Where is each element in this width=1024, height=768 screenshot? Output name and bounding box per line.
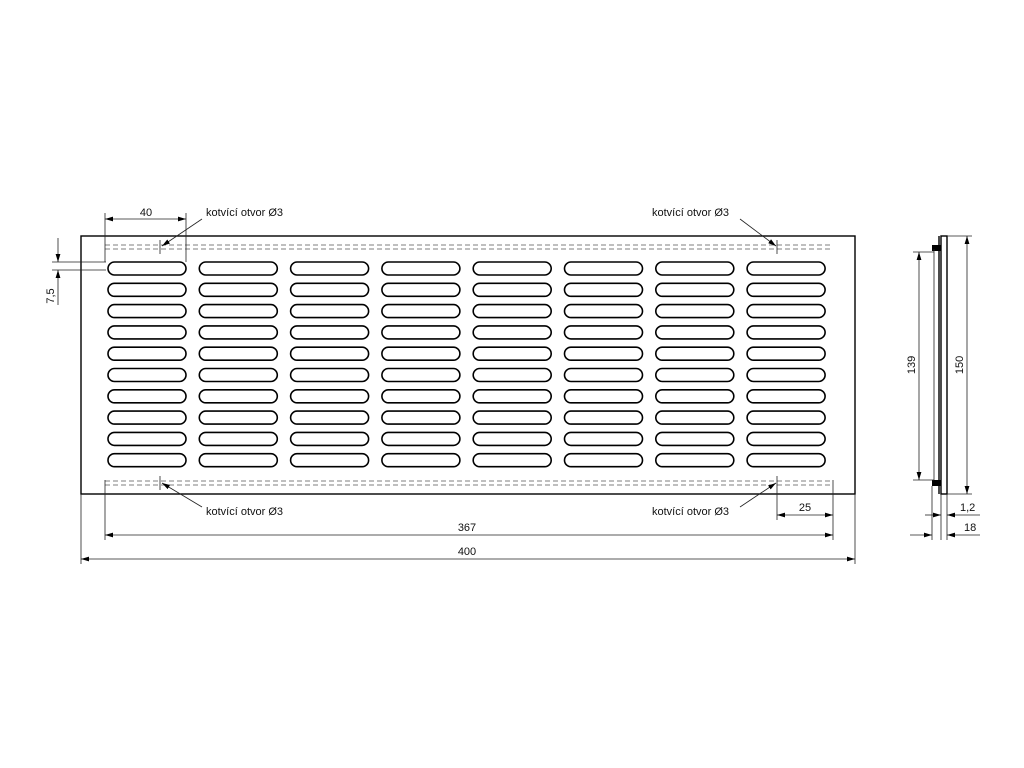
vent-slot — [473, 326, 551, 339]
vent-slot — [565, 326, 643, 339]
vent-slot — [656, 390, 734, 403]
dim-overall-width: 400 — [457, 546, 477, 558]
vent-slot — [382, 262, 460, 275]
vent-slot — [565, 369, 643, 382]
vent-slot — [656, 411, 734, 424]
vent-slot — [382, 432, 460, 445]
vent-slot — [656, 454, 734, 467]
vent-slot — [473, 432, 551, 445]
vent-slot — [199, 369, 277, 382]
vent-slot — [565, 390, 643, 403]
vent-slot — [199, 390, 277, 403]
vent-slot — [747, 369, 825, 382]
vent-slot — [565, 411, 643, 424]
vent-slot — [565, 262, 643, 275]
vent-slot — [565, 283, 643, 296]
vent-slot — [382, 347, 460, 360]
vent-slot — [382, 283, 460, 296]
vent-slot — [108, 432, 186, 445]
dim-inner-height: 139 — [906, 355, 918, 375]
anchor-hole-label-bottom-left: kotvící otvor Ø3 — [206, 506, 284, 518]
vent-slot — [747, 454, 825, 467]
dim-slot-pitch: 7,5 — [45, 288, 57, 304]
vent-slot — [747, 283, 825, 296]
vent-slot — [747, 262, 825, 275]
dim-overall-height: 150 — [954, 355, 966, 375]
vent-slot — [382, 305, 460, 318]
vent-slot — [473, 411, 551, 424]
vent-slot — [656, 305, 734, 318]
side-clip-bottom — [932, 480, 941, 486]
anchor-hole-label-bottom-right: kotvící otvor Ø3 — [652, 506, 730, 518]
vent-slot — [565, 347, 643, 360]
vent-slot — [656, 347, 734, 360]
vent-slot — [108, 305, 186, 318]
side-view — [932, 236, 947, 494]
vent-slot — [473, 262, 551, 275]
side-clip-top — [932, 245, 941, 251]
vent-slot — [747, 411, 825, 424]
vent-slot — [473, 369, 551, 382]
vent-slot — [747, 326, 825, 339]
vent-slot — [747, 347, 825, 360]
vent-slot — [382, 411, 460, 424]
vent-slot — [108, 326, 186, 339]
leader-line — [740, 483, 776, 507]
vent-slot — [291, 305, 369, 318]
dim-depth: 18 — [964, 522, 977, 534]
vent-slot — [291, 432, 369, 445]
vent-slot — [747, 305, 825, 318]
anchor-hole-label-top-right: kotvící otvor Ø3 — [652, 207, 730, 219]
vent-slot — [473, 347, 551, 360]
dim-edge-offset: 25 — [798, 502, 812, 514]
vent-slot — [291, 369, 369, 382]
vent-slot — [291, 283, 369, 296]
vent-slot — [656, 432, 734, 445]
vent-slot — [199, 432, 277, 445]
vent-slot — [291, 326, 369, 339]
vent-slot — [656, 262, 734, 275]
leader-line — [162, 483, 202, 507]
vent-slot — [108, 390, 186, 403]
vent-slot — [291, 390, 369, 403]
vent-slot — [199, 262, 277, 275]
vent-slot — [747, 432, 825, 445]
vent-slot — [291, 411, 369, 424]
vent-slot — [199, 305, 277, 318]
dim-hole-offset: 40 — [139, 207, 153, 219]
vent-slot — [382, 326, 460, 339]
dim-slot-field-width: 367 — [457, 522, 477, 534]
vent-slot — [473, 305, 551, 318]
vent-slot — [656, 326, 734, 339]
vent-slot — [291, 347, 369, 360]
vent-slot — [108, 369, 186, 382]
grille-outline — [81, 236, 855, 494]
vent-slot — [199, 347, 277, 360]
vent-slot — [473, 390, 551, 403]
vent-slot — [382, 454, 460, 467]
vent-slot — [656, 283, 734, 296]
vent-slot — [199, 454, 277, 467]
vent-slot — [291, 262, 369, 275]
vent-slot — [108, 283, 186, 296]
vent-slot — [565, 432, 643, 445]
vent-slot — [656, 369, 734, 382]
leader-line — [162, 219, 202, 246]
vent-slot — [382, 369, 460, 382]
vent-slot — [382, 390, 460, 403]
anchor-hole-label-top-left: kotvící otvor Ø3 — [206, 207, 284, 219]
slot-grid — [108, 262, 825, 467]
vent-slot — [199, 326, 277, 339]
vent-slot — [747, 390, 825, 403]
vent-slot — [108, 454, 186, 467]
vent-slot — [473, 283, 551, 296]
vent-slot — [473, 454, 551, 467]
dim-flange-thickness: 1,2 — [960, 502, 976, 514]
vent-slot — [108, 411, 186, 424]
vent-slot — [199, 283, 277, 296]
vent-slot — [565, 305, 643, 318]
side-body — [941, 236, 947, 494]
vent-slot — [108, 347, 186, 360]
leader-line — [740, 219, 776, 246]
vent-slot — [565, 454, 643, 467]
vent-slot — [291, 454, 369, 467]
vent-slot — [108, 262, 186, 275]
vent-slot — [199, 411, 277, 424]
